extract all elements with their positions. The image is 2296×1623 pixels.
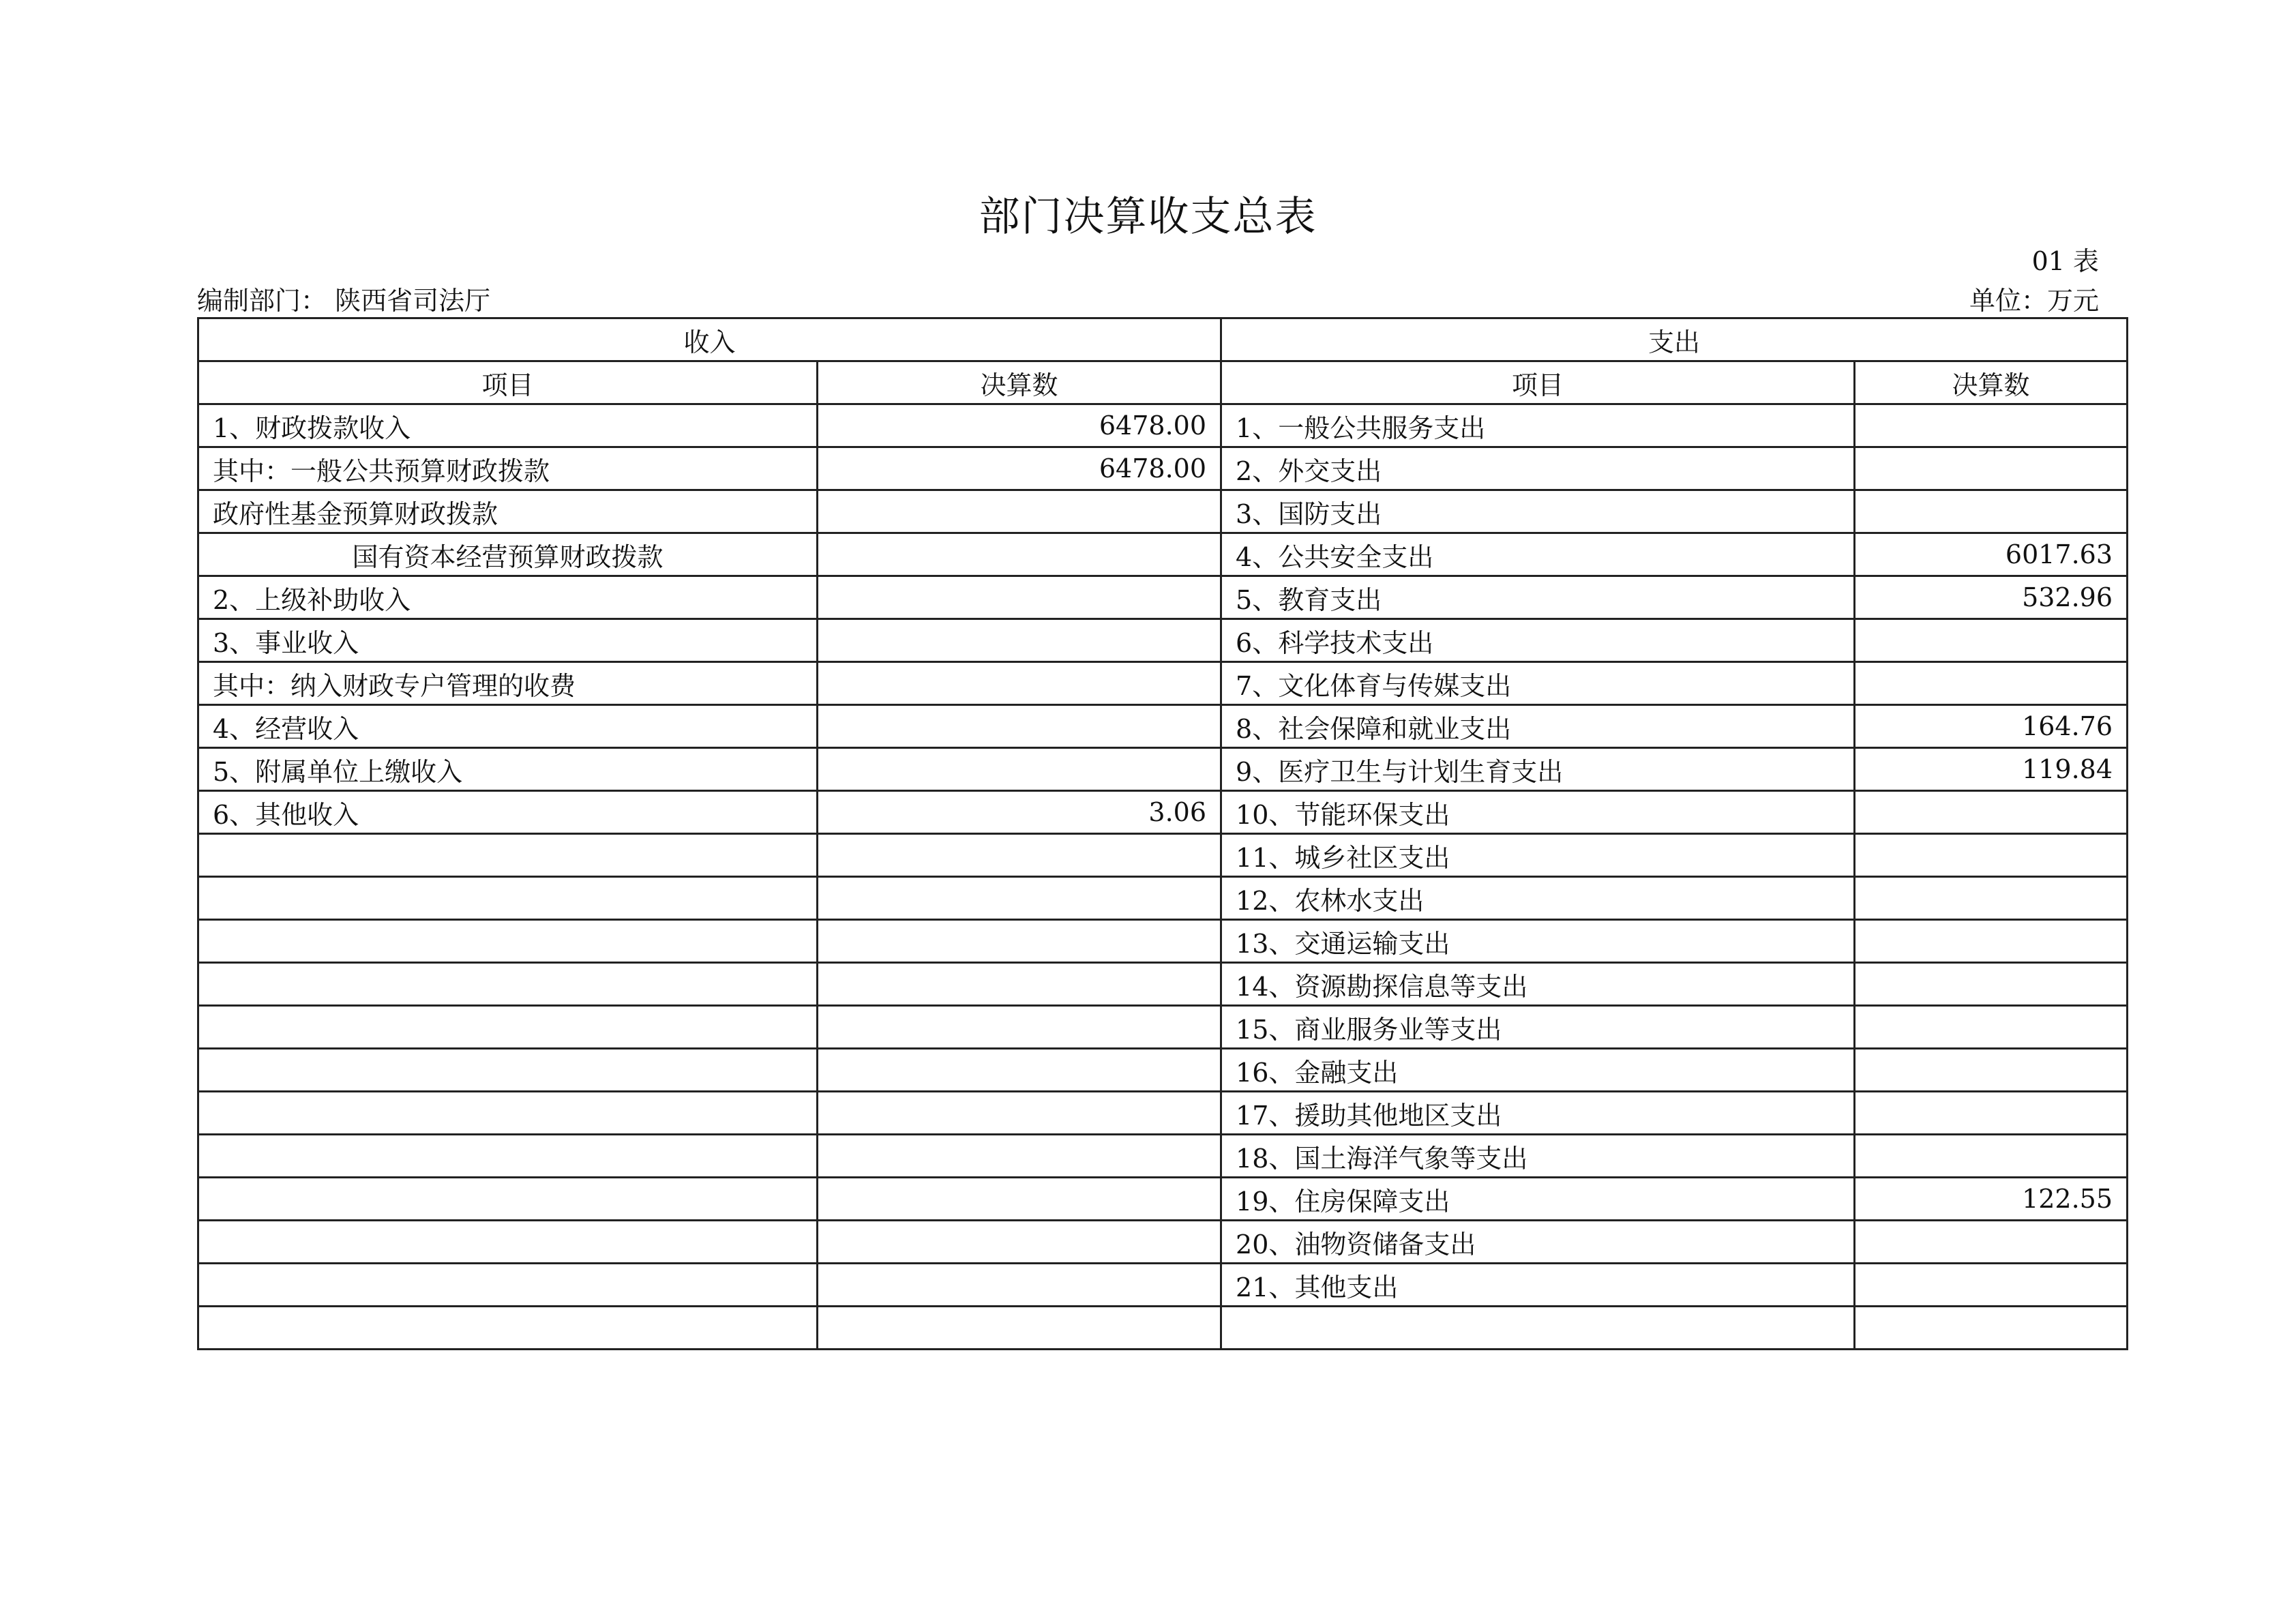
expense-amount-cell — [1855, 619, 2128, 662]
expense-amount-cell — [1855, 834, 2128, 877]
expense-item-cell: 12、农林水支出 — [1221, 877, 1855, 920]
table-row — [198, 490, 2128, 533]
expense-amount-cell — [1855, 1049, 2128, 1092]
income-amount-cell — [818, 963, 1221, 1006]
income-expense-table — [197, 317, 2128, 1350]
table-row — [198, 619, 2128, 662]
income-amount-cell: 3.06 — [818, 791, 1221, 834]
expense-amount-cell — [1855, 490, 2128, 533]
income-amount-cell — [818, 1006, 1221, 1049]
expense-item-cell: 1、一般公共服务支出 — [1221, 404, 1855, 447]
table-row — [198, 791, 2128, 834]
table-row — [198, 447, 2128, 490]
expense-item-cell: 19、住房保障支出 — [1221, 1178, 1855, 1221]
expense-amount-cell — [1855, 1221, 2128, 1264]
income-item-cell: 5、附属单位上缴收入 — [198, 748, 818, 791]
header-row-groups — [198, 318, 2128, 361]
income-amount-cell — [818, 576, 1221, 619]
income-item-cell — [198, 963, 818, 1006]
income-amount-cell — [818, 662, 1221, 705]
expense-amount-cell: 6017.63 — [1855, 533, 2128, 576]
expense-amount-cell: 119.84 — [1855, 748, 2128, 791]
expense-item-cell: 13、交通运输支出 — [1221, 920, 1855, 963]
expense-header: 支出 — [1221, 318, 2128, 361]
income-item-cell — [198, 1178, 818, 1221]
income-item-cell — [198, 1135, 818, 1178]
expense-amount-cell — [1855, 791, 2128, 834]
unit-label: 单位：万元 — [1969, 286, 2099, 316]
department-label: 编制部门： 陕西省司法厅 — [197, 286, 491, 316]
income-item-cell — [198, 1221, 818, 1264]
table-row — [198, 920, 2128, 963]
income-amount-cell — [818, 920, 1221, 963]
expense-item-cell: 10、节能环保支出 — [1221, 791, 1855, 834]
income-amount-cell: 6478.00 — [818, 447, 1221, 490]
income-amount-cell — [818, 705, 1221, 748]
income-item-cell — [198, 1092, 818, 1135]
income-amount-cell — [818, 1049, 1221, 1092]
income-item-cell: 2、上级补助收入 — [198, 576, 818, 619]
table-row — [198, 1006, 2128, 1049]
expense-item-cell — [1221, 1307, 1855, 1350]
income-amount-cell — [818, 1092, 1221, 1135]
table-row — [198, 877, 2128, 920]
income-item-cell: 其中：一般公共预算财政拨款 — [198, 447, 818, 490]
table-row — [198, 404, 2128, 447]
expense-item-cell: 21、其他支出 — [1221, 1264, 1855, 1307]
expense-amount-cell — [1855, 1264, 2128, 1307]
expense-item-cell: 14、资源勘探信息等支出 — [1221, 963, 1855, 1006]
expense-amount-cell — [1855, 1307, 2128, 1350]
income-item-cell — [198, 877, 818, 920]
table-row — [198, 533, 2128, 576]
expense-item-cell: 20、油物资储备支出 — [1221, 1221, 1855, 1264]
income-item-cell — [198, 834, 818, 877]
income-header: 收入 — [198, 318, 1221, 361]
income-item-cell: 其中：纳入财政专户管理的收费 — [198, 662, 818, 705]
expense-amount-cell — [1855, 662, 2128, 705]
expense-amount-cell — [1855, 920, 2128, 963]
income-item-cell — [198, 1264, 818, 1307]
expense-item-cell: 15、商业服务业等支出 — [1221, 1006, 1855, 1049]
income-amount-cell — [818, 877, 1221, 920]
income-item-cell — [198, 920, 818, 963]
expense-item-header: 项目 — [1221, 361, 1855, 404]
income-amount-cell: 6478.00 — [818, 404, 1221, 447]
expense-amount-cell — [1855, 1006, 2128, 1049]
income-amount-cell — [818, 1221, 1221, 1264]
expense-item-cell: 11、城乡社区支出 — [1221, 834, 1855, 877]
expense-item-cell: 4、公共安全支出 — [1221, 533, 1855, 576]
income-amount-cell — [818, 533, 1221, 576]
income-amount-cell — [818, 619, 1221, 662]
income-item-cell: 国有资本经营预算财政拨款 — [198, 533, 818, 576]
table-row — [198, 576, 2128, 619]
expense-amount-cell — [1855, 877, 2128, 920]
table-row — [198, 662, 2128, 705]
expense-amount-cell: 122.55 — [1855, 1178, 2128, 1221]
expense-item-cell: 16、金融支出 — [1221, 1049, 1855, 1092]
expense-item-cell: 18、国土海洋气象等支出 — [1221, 1135, 1855, 1178]
income-item-cell: 4、经营收入 — [198, 705, 818, 748]
table-row — [198, 748, 2128, 791]
table-row — [198, 963, 2128, 1006]
income-amount-header: 决算数 — [818, 361, 1221, 404]
income-amount-cell — [818, 834, 1221, 877]
expense-item-cell: 5、教育支出 — [1221, 576, 1855, 619]
income-item-cell — [198, 1307, 818, 1350]
income-amount-cell — [818, 1178, 1221, 1221]
header-row-columns — [198, 361, 2128, 404]
income-item-cell — [198, 1049, 818, 1092]
income-amount-cell — [818, 490, 1221, 533]
expense-item-cell: 6、科学技术支出 — [1221, 619, 1855, 662]
page-title: 部门决算收支总表 — [979, 193, 1317, 241]
expense-item-cell: 7、文化体育与传媒支出 — [1221, 662, 1855, 705]
expense-amount-header: 决算数 — [1855, 361, 2128, 404]
income-amount-cell — [818, 1307, 1221, 1350]
expense-amount-cell — [1855, 447, 2128, 490]
table-row — [198, 834, 2128, 877]
table-row — [198, 1178, 2128, 1221]
expense-item-cell: 8、社会保障和就业支出 — [1221, 705, 1855, 748]
income-amount-cell — [818, 748, 1221, 791]
income-item-cell: 1、财政拨款收入 — [198, 404, 818, 447]
expense-amount-cell — [1855, 1135, 2128, 1178]
expense-amount-cell — [1855, 963, 2128, 1006]
expense-item-cell: 9、医疗卫生与计划生育支出 — [1221, 748, 1855, 791]
table-row — [198, 1049, 2128, 1092]
table-row — [198, 1221, 2128, 1264]
expense-amount-cell — [1855, 404, 2128, 447]
table-row — [198, 1264, 2128, 1307]
table-row — [198, 1092, 2128, 1135]
table-row — [198, 705, 2128, 748]
expense-item-cell: 17、援助其他地区支出 — [1221, 1092, 1855, 1135]
form-number: 01 表 — [2031, 246, 2099, 276]
income-item-header: 项目 — [198, 361, 818, 404]
income-amount-cell — [818, 1135, 1221, 1178]
table-row — [198, 1307, 2128, 1350]
income-item-cell — [198, 1006, 818, 1049]
income-item-cell: 政府性基金预算财政拨款 — [198, 490, 818, 533]
expense-amount-cell — [1855, 1092, 2128, 1135]
income-item-cell: 6、其他收入 — [198, 791, 818, 834]
expense-item-cell: 3、国防支出 — [1221, 490, 1855, 533]
income-amount-cell — [818, 1264, 1221, 1307]
expense-item-cell: 2、外交支出 — [1221, 447, 1855, 490]
income-item-cell: 3、事业收入 — [198, 619, 818, 662]
expense-amount-cell: 532.96 — [1855, 576, 2128, 619]
table-row — [198, 1135, 2128, 1178]
expense-amount-cell: 164.76 — [1855, 705, 2128, 748]
